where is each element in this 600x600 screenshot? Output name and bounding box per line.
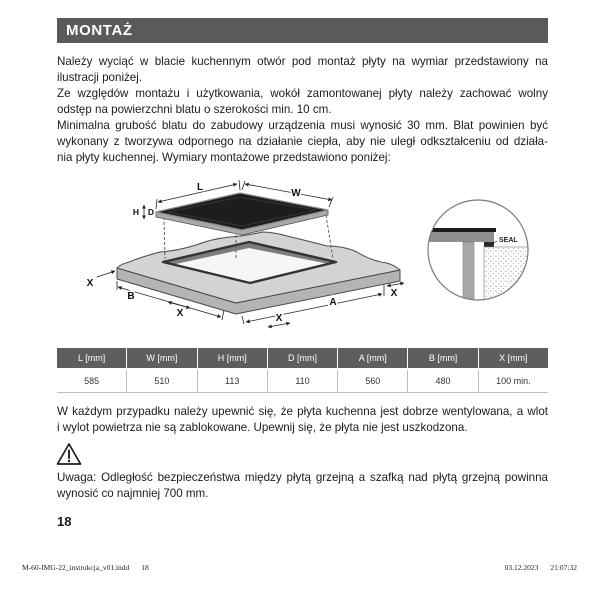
label-d: D bbox=[147, 207, 155, 217]
label-x-front: X bbox=[275, 313, 283, 324]
dimension-extension bbox=[242, 181, 245, 190]
table-header-cell: H [mm] bbox=[198, 348, 267, 368]
warning-triangle-icon bbox=[56, 442, 82, 466]
dimension-line-x-left bbox=[97, 271, 115, 277]
ventilation-paragraph bbox=[57, 404, 548, 436]
text-line: wynosić co najmniej 700 mm. bbox=[57, 486, 209, 500]
table-header-row bbox=[57, 348, 548, 368]
dimension-extension bbox=[242, 316, 244, 324]
text-line: Należy wyciąć w blacie kuchennym otwór pod montaż płyty na wymiar przedstawiony na bbox=[57, 55, 548, 68]
section-header-bar bbox=[57, 18, 548, 43]
footer-file-info bbox=[22, 563, 149, 572]
table-header-cell: X [mm] bbox=[479, 348, 548, 368]
table-header-cell: D [mm] bbox=[268, 348, 337, 368]
table-cell: 113 bbox=[198, 370, 267, 392]
warning-paragraph bbox=[57, 470, 548, 501]
label-b: B bbox=[127, 291, 135, 302]
footer-date: 03.12.2023 bbox=[504, 563, 539, 572]
table-header-cell: L [mm] bbox=[57, 348, 126, 368]
table-row bbox=[57, 370, 548, 393]
text-line: Uwaga: Odległość bezpieczeństwa między płytą grzejną a szafką nad płytą grzejną powinna bbox=[57, 471, 548, 484]
footer-file-name: M-60-IMG-22_instrukcja_v01.indd bbox=[22, 563, 130, 572]
label-x-right: X bbox=[390, 288, 398, 299]
table-cell: 585 bbox=[57, 370, 126, 392]
table-cell: 560 bbox=[338, 370, 407, 392]
text-line: Minimalna grubość blatu do zabudowy urządzenia musi wynosić 30 mm. Blat powinien być bbox=[57, 119, 548, 132]
table-header-cell: B [mm] bbox=[408, 348, 477, 368]
label-l: L bbox=[196, 182, 204, 193]
table-cell: 480 bbox=[408, 370, 477, 392]
table-header-cell: W [mm] bbox=[127, 348, 196, 368]
section-title: MONTAŻ bbox=[66, 22, 133, 39]
text-line: W każdym przypadku należy upewnić się, że płyta kuchenna jest dobrze wentylowana, a wlot bbox=[57, 405, 548, 418]
footer-page: 18 bbox=[141, 563, 149, 572]
intro-paragraph bbox=[57, 54, 548, 166]
label-x-left: X bbox=[86, 278, 94, 289]
dimension-extension bbox=[222, 310, 224, 320]
label-a: A bbox=[329, 297, 337, 308]
table-cell: 100 min. bbox=[479, 370, 548, 392]
text-line: odstęp na powierzchni blatu o szerokości min. 10 cm. bbox=[57, 103, 332, 116]
table-cell: 510 bbox=[127, 370, 196, 392]
table-header-cell: A [mm] bbox=[338, 348, 407, 368]
seal-detail-inset bbox=[420, 200, 534, 312]
dimension-extension bbox=[156, 199, 157, 209]
text-line: ilustracji poniżej. bbox=[57, 71, 143, 84]
label-h: H bbox=[132, 207, 140, 217]
inset-hob-body bbox=[463, 242, 474, 312]
text-line: nia płyty kuchennej. Wymiary montażowe przedstawiono poniżej: bbox=[57, 151, 391, 164]
page-number: 18 bbox=[57, 514, 72, 529]
dimension-extension bbox=[239, 180, 240, 190]
inset-seal bbox=[484, 242, 494, 247]
table-cell: 110 bbox=[268, 370, 337, 392]
label-w: W bbox=[291, 188, 301, 199]
text-line: wykonany z tworzywa odpornego na działanie ciepła, aby nie uległ odkształceniu od działa- bbox=[57, 135, 548, 148]
label-x-front-left: X bbox=[176, 308, 184, 319]
hob-glass-top bbox=[156, 193, 328, 230]
dimensions-table bbox=[57, 348, 548, 393]
text-line: Ze względów montażu i użytkowania, wokół zamontowanej płyty należy zachować wolny bbox=[57, 87, 548, 100]
hob bbox=[156, 193, 328, 235]
text-line: i wylot powietrza nie są zablokowane. Upewnij się, że płyta nie jest uszkodzona. bbox=[57, 421, 468, 434]
dimension-extension bbox=[329, 197, 333, 207]
mounting-diagram bbox=[80, 178, 540, 333]
footer-time: 21:07:32 bbox=[550, 563, 577, 572]
countertop bbox=[117, 232, 400, 314]
seal-label: SEAL bbox=[499, 237, 518, 244]
footer-timestamp bbox=[505, 563, 577, 572]
